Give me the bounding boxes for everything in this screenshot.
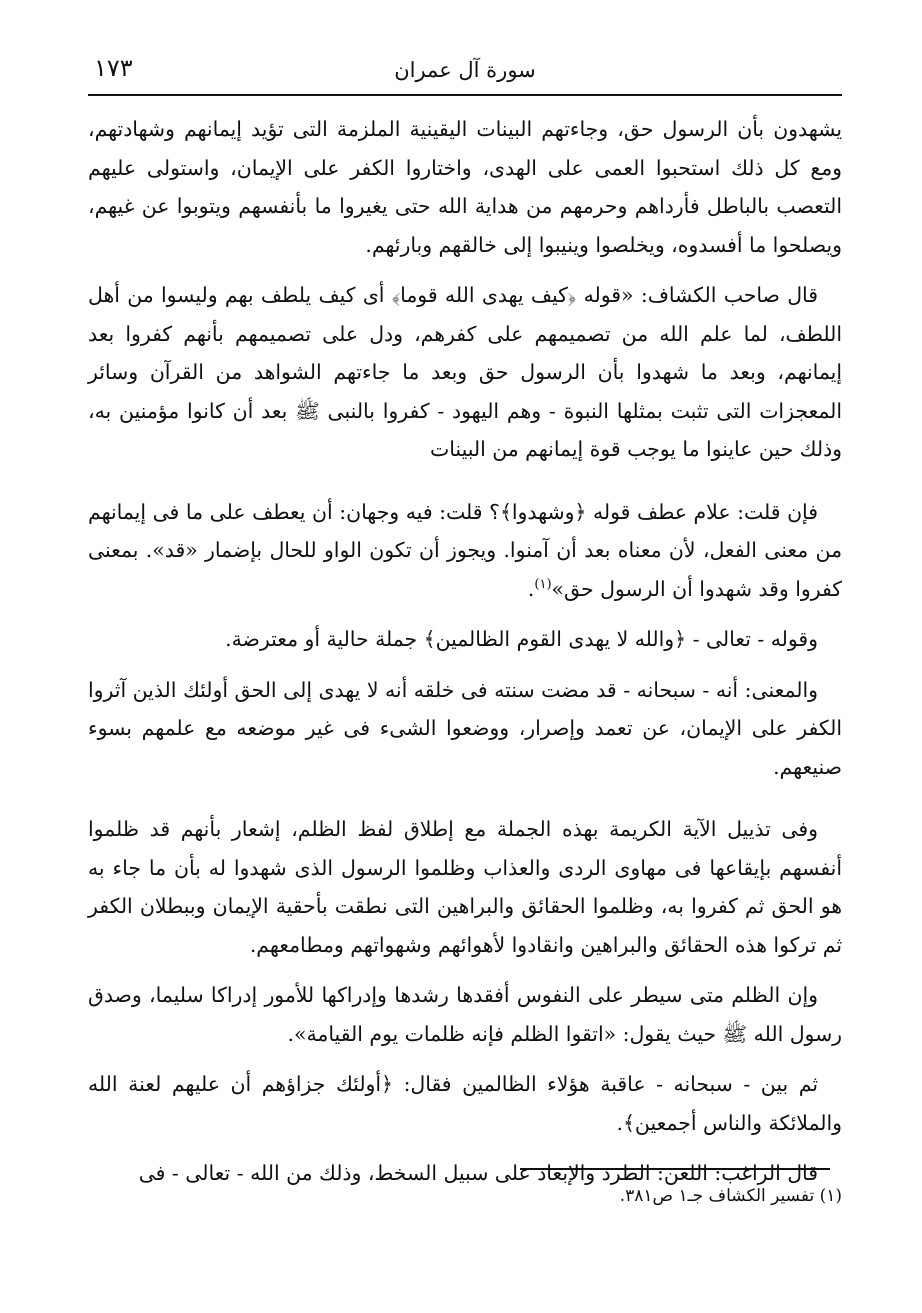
surah-title: سورة آل عمران: [394, 58, 536, 82]
page-number: ١٧٣: [94, 54, 133, 82]
body-text: [88, 110, 842, 1205]
footnote-marker: (١): [534, 576, 552, 592]
paragraph-text: فإن قلت: علام عطف قوله ﴿وشهدوا﴾؟ قلت: فيه وجهان: أن يعطف على ما فى إيمانهم من معنى الفعل، لأن معناه بعد أن آمنوا. ويجوز أن تكون الواو للحال بإضمار «قد». بمعنى كفروا وقد شهدوا أن الرسول حق»: [88, 499, 842, 601]
paragraph: ثم بين - سبحانه - عاقبة هؤلاء الظالمين فقال: ﴿أولئك جزاؤهم أن عليهم لعنة الله والملائكة والناس أجمعين﴾.: [88, 1072, 842, 1135]
paragraph: قال صاحب الكشاف: «قوله ﴿كيف يهدى الله قوما﴾ أى كيف يلطف بهم وليسوا من أهل اللطف، لما علم الله من تصميمهم على كفرهم، ودل على تصميمهم بأنهم كفروا بعد إيمانهم، وبعد ما شهدوا بأن الرسول حق وبعد ما جاءتهم الشواهد من القرآن وسائر المعجزات التى تثبت بمثلها النبوة - وهم اليهود - كفروا بالنبى ﷺ بعد أن كانوا مؤمنين به، وذلك حين عاينوا ما يوجب قوة إيمانهم من البينات: [88, 283, 842, 461]
paragraph-with-footnote: فإن قلت: علام عطف قوله ﴿وشهدوا﴾؟ قلت: فيه وجهان: أن يعطف على ما فى إيمانهم من معنى الفعل، لأن معناه بعد أن آمنوا. ويجوز أن تكون الواو للحال بإضمار «قد». بمعنى كفروا وقد شهدوا أن الرسول حق»$^{(١)}$.: [88, 499, 842, 601]
paragraph: والمعنى: أنه - سبحانه - قد مضت سنته فى خلقه أنه لا يهدى إلى الحق أولئك الذين آثروا الكفر على الإيمان، عن تعمد وإصرار، ووضعوا الشىء فى غير موضعه مع علمهم بسوء صنيعهم.: [88, 677, 842, 779]
footnote: (١) تفسير الكشاف جـ١ ص٣٨١.: [619, 1186, 842, 1206]
page-header: [88, 48, 842, 96]
paragraph: وقوله - تعالى - ﴿والله لا يهدى القوم الظالمين﴾ جملة حالية أو معترضة.: [225, 627, 818, 651]
paragraph: قال الراغب: اللعن: الطرد والإبعاد على سبيل السخط، وذلك من الله - تعالى - فى: [138, 1161, 818, 1185]
paragraph: وإن الظلم متى سيطر على النفوس أفقدها رشدها وإدراكها للأمور إدراكا سليما، وصدق رسول الله ﷺ حيث يقول: «اتقوا الظلم فإنه ظلمات يوم القيامة».: [88, 983, 842, 1046]
footnote-divider: [520, 1168, 830, 1170]
paragraph: يشهدون بأن الرسول حق، وجاءتهم البينات اليقينية الملزمة التى تؤيد إيمانهم وشهادتهم، ومع كل ذلك استحبوا العمى على الهدى، واختاروا الكفر على الإيمان، واستولى عليهم التعصب بالباطل فأرداهم وحرمهم من هداية الله حتى يغيروا ما بأنفسهم ويتوبوا عن غيهم، ويصلحوا ما أفسدوه، ويخلصوا وينيبوا إلى خالقهم وبارئهم.: [88, 117, 842, 257]
paragraph: وفى تذييل الآية الكريمة بهذه الجملة مع إطلاق لفظ الظلم، إشعار بأنهم قد ظلموا أنفسهم بإيقاعها فى مهاوى الردى والعذاب وظلموا الرسول الذى شهدوا له بأن ما جاء به هو الحق ثم كفروا به، وظلموا الحقائق والبراهين التى نطقت بأحقية الإيمان وببطلان الكفر ثم تركوا هذه الحقائق والبراهين وانقادوا لأهوائهم وشهواتهم ومطامعهم.: [88, 817, 842, 957]
